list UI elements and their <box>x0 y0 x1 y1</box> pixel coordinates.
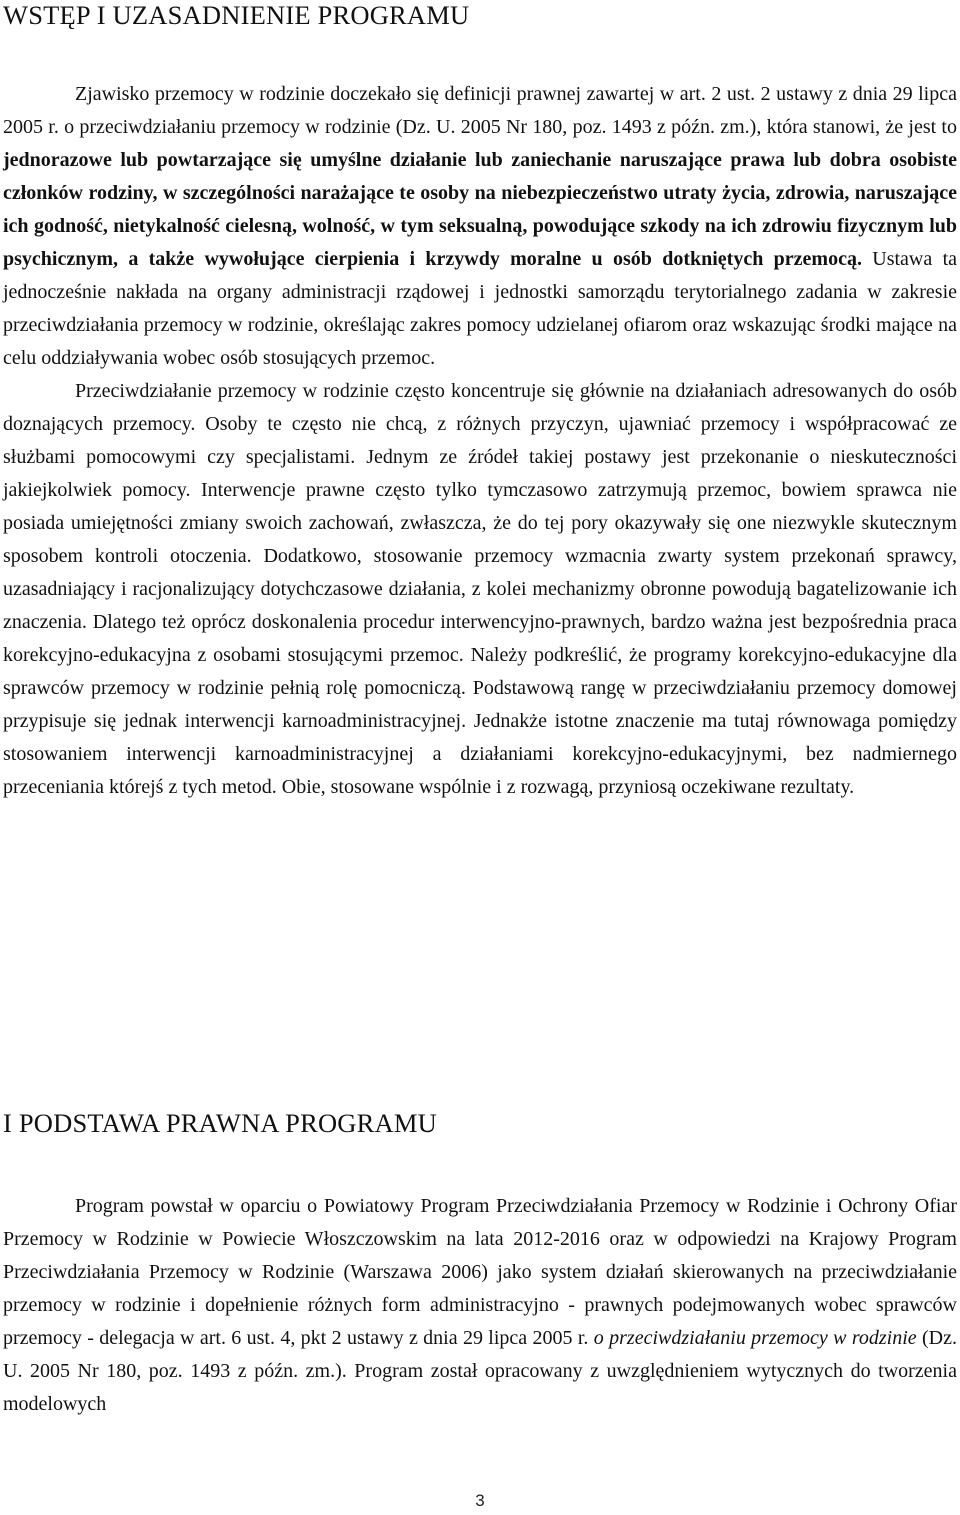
paragraph-counteraction: Przeciwdziałanie przemocy w rodzinie często koncentruje się głównie na działaniach adresowanych do osób doznających przemocy. Osoby te często nie chcą, z różnych przyczyn, ujawniać przemocy i współpracować ze służbami pomocowymi czy specjalistami. Jednym ze źródeł takiej postawy jest przekonanie o nieskuteczności jakiejkolwiek pomocy. Interwencje prawne często tylko tymczasowo zatrzymują przemoc, bowiem sprawca nie posiada umiejętności zmiany swoich zachowań, zwłaszcza, że do tej pory okazywały się one niezwykle skutecznym sposobem kontroli otoczenia. Dodatkowo, stosowanie przemocy wzmacnia zwarty system przekonań sprawcy, uzasadniający i racjonalizujący dotychczasowe działania, z kolei mechanizmy obronne powodują bagatelizowanie ich znaczenia. Dlatego też oprócz doskonalenia procedur interwencyjno-prawnych, bardzo ważna jest bezpośrednia praca korekcyjno-edukacyjna z osobami stosującymi przemoc. Należy podkreślić, że programy korekcyjno-edukacyjne dla sprawców przemocy w rodzinie pełnią rolę pomocniczą. Podstawową rangę w przeciwdziałaniu przemocy domowej przypisuje się jednak interwencji karnoadministracyjnej. Jednakże istotne znaczenie ma tutaj równowaga pomiędzy stosowaniem interwencji karnoadministracyjnej a działaniami korekcyjno-edukacyjnymi, bez nadmiernego przeceniania którejś z tych metod. Obie, stosowane wspólnie i z rozwagą, przyniosą oczekiwane rezultaty. <box>3 380 957 798</box>
section-body-legal-basis <box>3 1190 957 1421</box>
paragraph-text: Program powstał w oparciu o Powiatowy Program Przeciwdziałania Przemocy w Rodzinie i Ochrony Ofiar Przemocy w Rodzinie w Powiecie Włoszczowskim na lata 2012-2016 oraz w odpowiedzi na Krajowy Program Przeciwdziałania Przemocy w Rodzinie (Warszawa 2006) jako system działań skierowanych na przeciwdziałanie przemocy w rodzinie i dopełnienie różnych form administracyjno - prawnych podejmowanych wobec sprawców przemocy - delegacja w art. 6 ust. 4, pkt 2 ustawy z dnia 29 lipca 2005 r. <box>3 1195 957 1349</box>
page-number: 3 <box>475 1491 485 1510</box>
section-heading-introduction: WSTĘP I UZASADNIENIE PROGRAMU <box>3 0 470 30</box>
section-heading-legal-basis: I PODSTAWA PRAWNA PROGRAMU <box>3 1108 437 1138</box>
paragraph-text: (Dz. U. 2005 Nr 180, poz. 1493 z późn. zm.). Program został opracowany z uwzględnieniem wytycznych do tworzenia modelowych <box>3 1327 958 1415</box>
paragraph-text: Ustawa ta jednocześnie nakłada na organy administracji rządowej i jednostki samorządu terytorialnego zadania w zakresie przeciwdziałania przemocy w rodzinie, określając zakres pomocy udzielanej ofiarom oraz wskazując środki mające na celu oddziaływania wobec osób stosujących przemoc. <box>3 248 957 369</box>
italic-act-title: o przeciwdziałaniu przemocy w rodzinie <box>593 1327 917 1349</box>
paragraph-text: Zjawisko przemocy w rodzinie doczekało się definicji prawnej zawartej w art. 2 ust. 2 ustawy z dnia 29 lipca 2005 r. o przeciwdziałaniu przemocy w rodzinie (Dz. U. 2005 Nr 180, poz. 1493 z późn. zm.), która stanowi, że jest to <box>3 83 957 138</box>
paragraph-definition <box>3 78 957 375</box>
section-body-introduction <box>3 78 957 804</box>
paragraph-legal-basis <box>3 1190 957 1421</box>
bold-definition-text: jednorazowe lub powtarzające się umyślne działanie lub zaniechanie naruszające prawa lub dobra osobiste członków rodziny, w szczególności narażające te osoby na niebezpieczeństwo utraty życia, zdrowia, naruszające ich godność, nietykalność cielesną, wolność, w tym seksualną, powodujące szkody na ich zdrowiu fizycznym lub psychicznym, a także wywołujące cierpienia i krzywdy moralne u osób dotkniętych przemocą. <box>3 149 957 270</box>
